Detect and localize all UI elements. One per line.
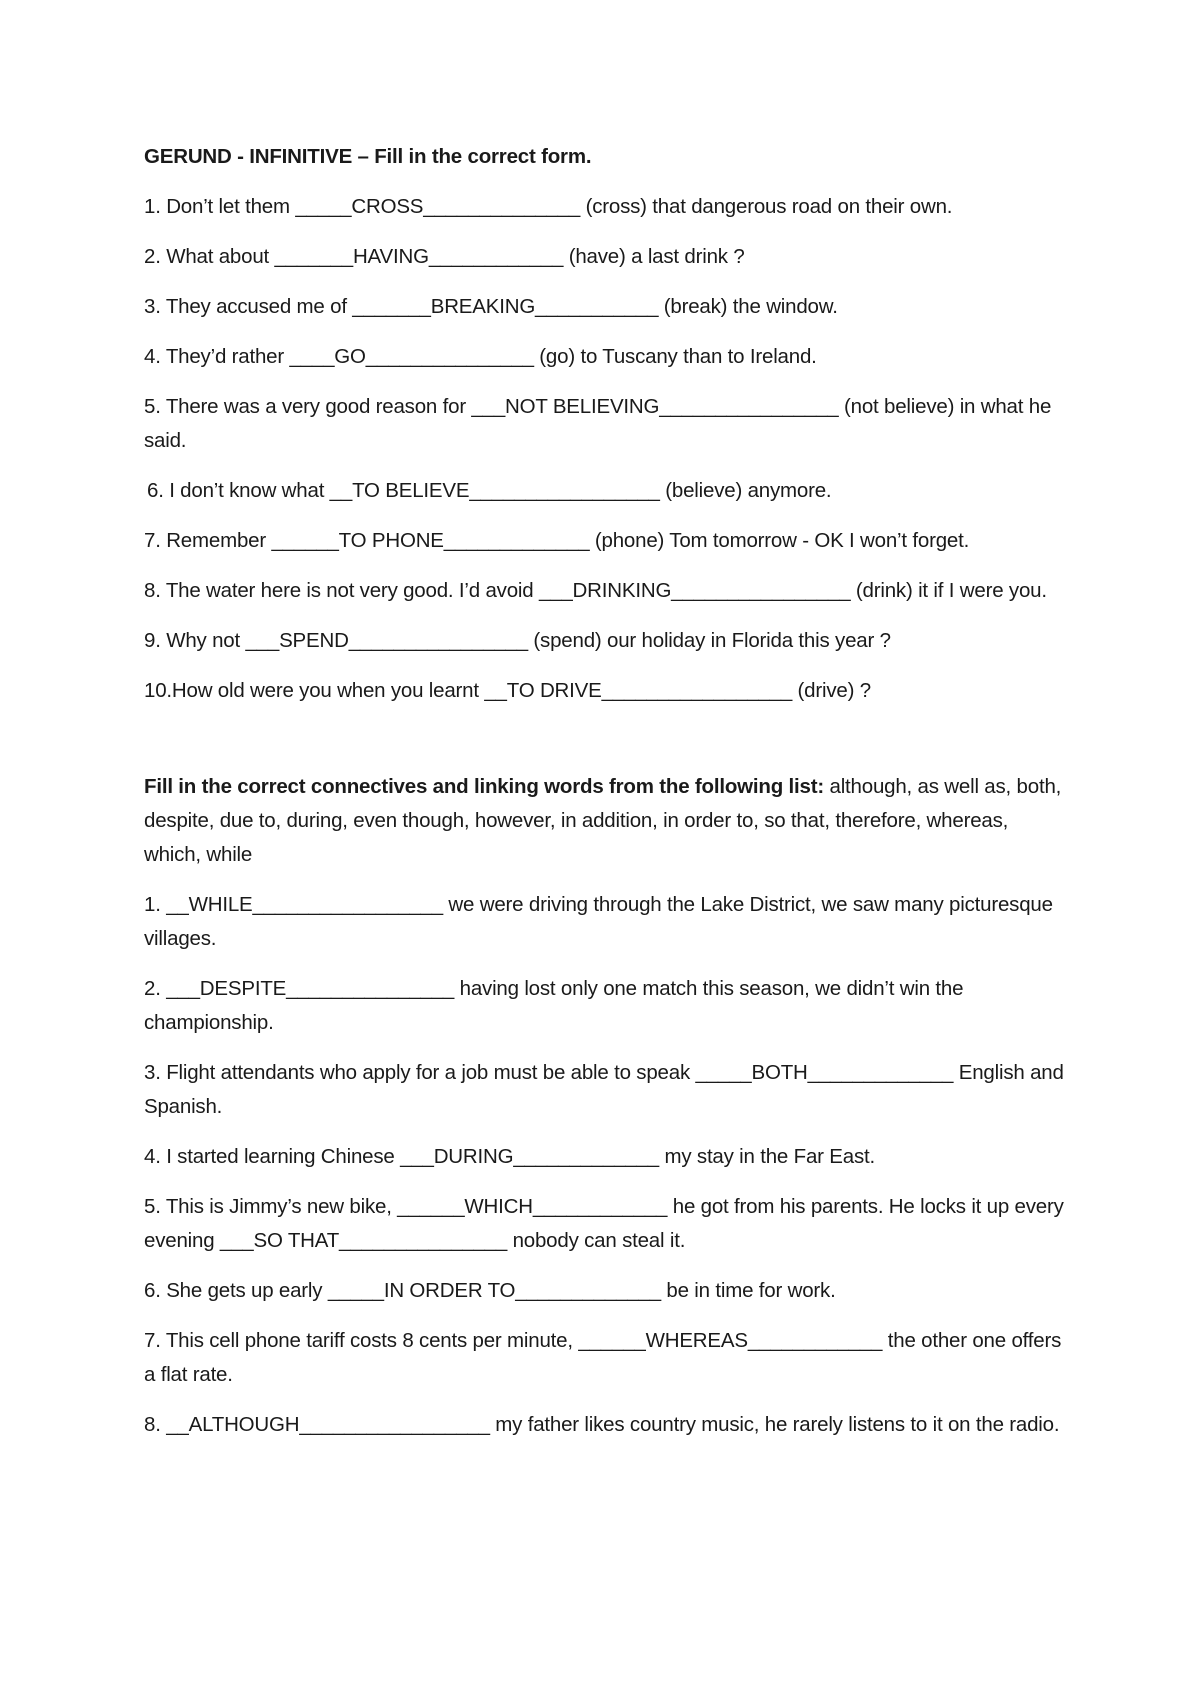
connectives-heading: Fill in the correct connectives and linking words from the following list: [144, 775, 824, 798]
gerund-item-1: 1. Don’t let them _____CROSS______________ (cross) that dangerous road on their own. [144, 195, 953, 218]
connectives-intro [144, 770, 1064, 872]
gerund-item-6: 6. I don’t know what __TO BELIEVE_________________ (believe) anymore. [147, 479, 832, 502]
connective-item-4: 4. I started learning Chinese ___DURING_____________ my stay in the Far East. [144, 1145, 875, 1168]
worksheet-page [144, 140, 1064, 1458]
connectives-word-list: although, as well as, both, despite, due to, during, even though, however, in addition, in order to, so that, therefore, whereas, which, while [144, 775, 1062, 866]
connective-item-3: 3. Flight attendants who apply for a job must be able to speak _____BOTH_____________ English and Spanish. [144, 1061, 1064, 1118]
gerund-item-2: 2. What about _______HAVING____________ (have) a last drink ? [144, 245, 745, 268]
connective-item-1: 1. __WHILE_________________ we were driving through the Lake District, we saw many picturesque villages. [144, 893, 1053, 950]
gerund-item-7: 7. Remember ______TO PHONE_____________ (phone) Tom tomorrow - OK I won’t forget. [144, 529, 970, 552]
gerund-item-4: 4. They’d rather ____GO_______________ (go) to Tuscany than to Ireland. [144, 345, 817, 368]
gerund-item-9: 9. Why not ___SPEND________________ (spend) our holiday in Florida this year ? [144, 629, 891, 652]
section1-heading: GERUND - INFINITIVE – Fill in the correct form. [144, 145, 592, 168]
connective-item-6: 6. She gets up early _____IN ORDER TO_____________ be in time for work. [144, 1279, 836, 1302]
gerund-item-5: 5. There was a very good reason for ___NOT BELIEVING________________ (not believe) in what he said. [144, 395, 1052, 452]
connective-item-7: 7. This cell phone tariff costs 8 cents per minute, ______WHEREAS____________ the other one offers a flat rate. [144, 1329, 1062, 1386]
gerund-item-10: 10.How old were you when you learnt __TO DRIVE_________________ (drive) ? [144, 679, 871, 702]
gerund-item-8: 8. The water here is not very good. I’d avoid ___DRINKING________________ (drink) it if I were you. [144, 579, 1047, 602]
connective-item-5: 5. This is Jimmy’s new bike, ______WHICH____________ he got from his parents. He locks it up every evening ___SO THAT_______________ nobody can steal it. [144, 1195, 1064, 1252]
connective-item-8: 8. __ALTHOUGH_________________ my father likes country music, he rarely listens to it on the radio. [144, 1413, 1060, 1436]
connectives-section [144, 770, 1064, 1442]
gerund-item-3: 3. They accused me of _______BREAKING___________ (break) the window. [144, 295, 838, 318]
connective-item-2: 2. ___DESPITE_______________ having lost only one match this season, we didn’t win the championship. [144, 977, 964, 1034]
